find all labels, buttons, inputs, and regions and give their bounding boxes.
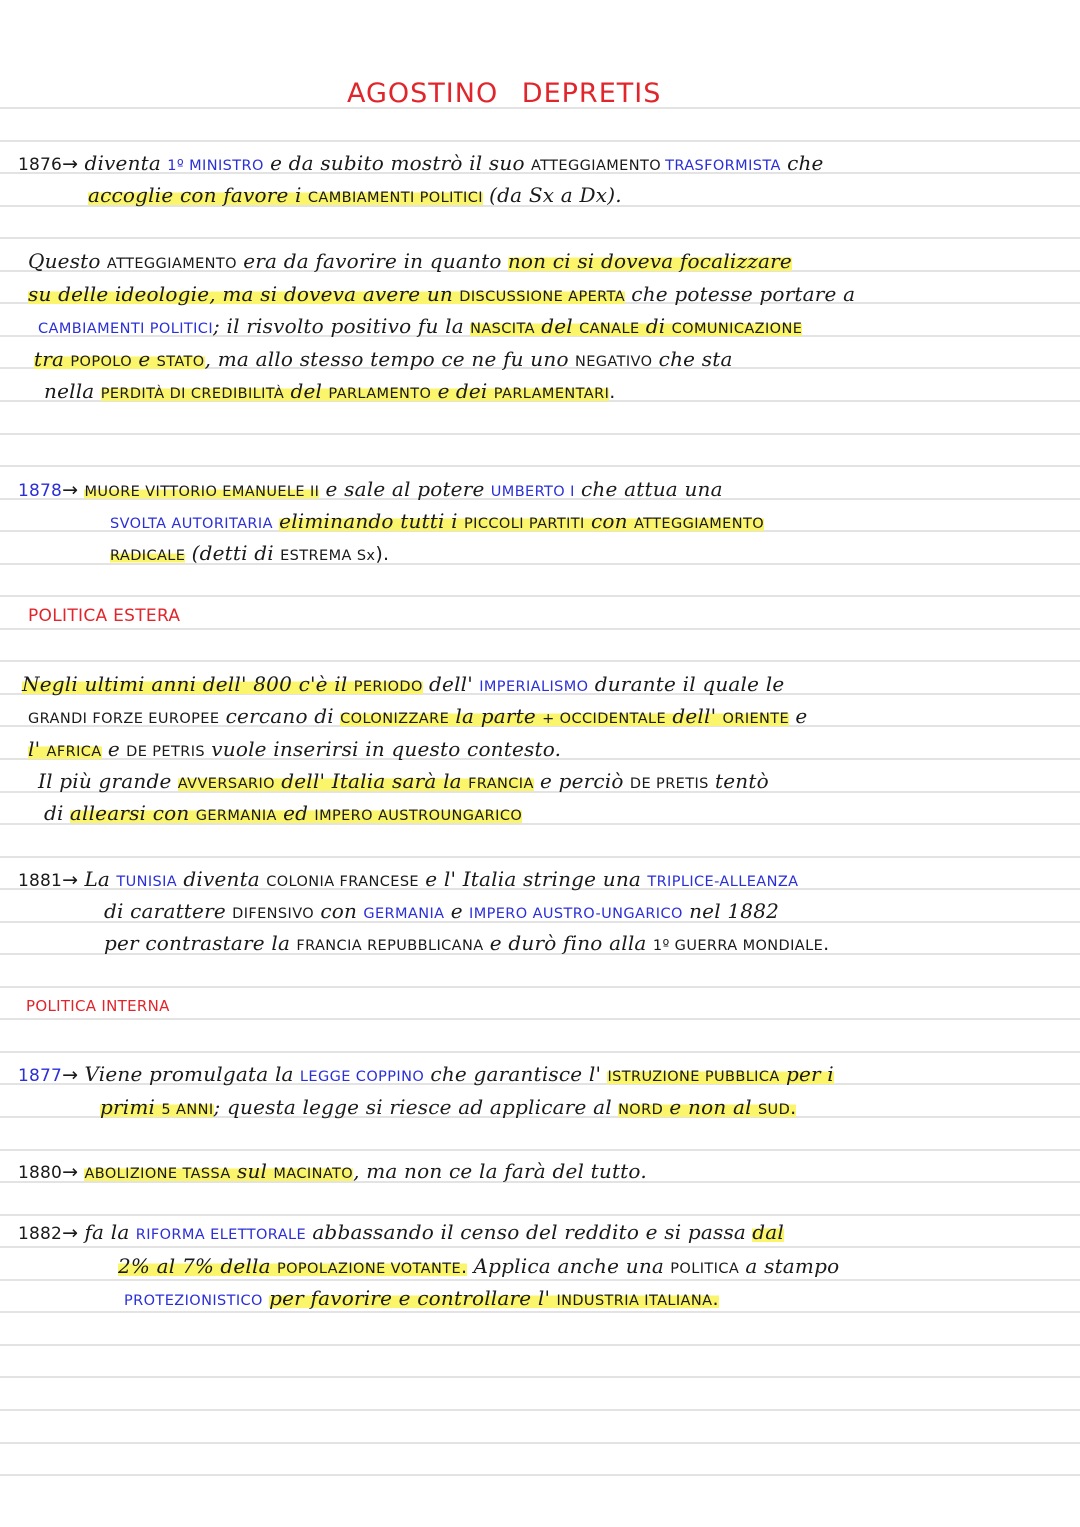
rule-line — [0, 1214, 1080, 1216]
keyword: 1º MINISTRO — [167, 158, 264, 174]
keyword: ATTEGGIAMENTO — [530, 158, 662, 174]
estera-line-5 — [44, 800, 522, 829]
entry-1881-line-2 — [104, 898, 779, 927]
estera-line-2 — [28, 703, 807, 732]
keyword: TRIPLICE-ALLEANZA — [647, 874, 799, 890]
year-1880: 1880 — [18, 1163, 63, 1183]
rule-line — [0, 1018, 1080, 1020]
rule-line — [0, 1149, 1080, 1151]
text: l' — [28, 737, 41, 761]
rule-line — [0, 1409, 1080, 1411]
keyword: STATO — [156, 354, 205, 370]
entry-1877-line-2 — [100, 1094, 796, 1123]
keyword: RIFORMA ELETTORALE — [135, 1227, 307, 1243]
text: tentò — [715, 769, 769, 793]
text: e — [138, 347, 151, 371]
keyword: POPOLO — [70, 354, 133, 370]
text: e da subito mostrò il suo — [270, 151, 525, 175]
arrow-icon: → — [62, 1161, 79, 1183]
text: a stampo — [745, 1254, 840, 1278]
text: di — [44, 801, 64, 825]
rule-line — [0, 628, 1080, 630]
highlighted-text: non ci si doveva focalizzare — [507, 249, 792, 273]
keyword: POLITICA — [670, 1261, 740, 1277]
keyword: ORIENTE — [722, 711, 790, 727]
rule-line — [0, 1376, 1080, 1378]
text: e durò fino alla — [489, 931, 647, 955]
paragraph-line-2 — [28, 281, 855, 310]
keyword: COMUNICAZIONE — [671, 321, 803, 337]
keyword: COLONIZZARE — [340, 711, 450, 727]
keyword: SUD — [757, 1102, 791, 1118]
keyword: 5 ANNI — [161, 1102, 214, 1118]
text: per favorire e controllare l' — [269, 1286, 551, 1310]
text: e — [107, 737, 120, 761]
text: del — [541, 314, 573, 338]
keyword: TRASFORMISTA — [665, 158, 781, 174]
text: allearsi con — [69, 801, 190, 825]
rule-line — [0, 1474, 1080, 1476]
keyword: COLONIA FRANCESE — [266, 874, 419, 890]
text: di carattere — [104, 899, 226, 923]
text: (da Sx a Dx). — [489, 183, 622, 207]
entry-1882-line-1 — [18, 1219, 784, 1248]
text: con — [590, 509, 628, 533]
year-1878: 1878 — [18, 481, 63, 501]
text: e — [437, 379, 450, 403]
text: sul — [236, 1159, 268, 1183]
text: Questo — [28, 249, 101, 273]
text: con — [320, 899, 358, 923]
rule-line — [0, 986, 1080, 988]
entry-1881-line-3 — [104, 930, 829, 959]
rule-line — [0, 433, 1080, 435]
keyword: DE PETRIS — [126, 744, 206, 760]
paragraph-line-1 — [28, 248, 792, 277]
keyword: MUORE VITTORIO EMANUELE II — [84, 484, 320, 500]
keyword: NASCITA — [470, 321, 535, 337]
text: Viene promulgata la — [84, 1062, 294, 1086]
keyword: 1º GUERRA MONDIALE — [652, 938, 824, 954]
keyword: PICCOLI PARTITI — [464, 516, 585, 532]
keyword: CAMBIAMENTI POLITICI — [307, 190, 483, 206]
text: e — [795, 704, 808, 728]
keyword: PARLAMENTARI — [493, 386, 610, 402]
text: , ma allo stesso tempo ce ne fu uno — [204, 347, 569, 371]
text: fa la — [84, 1220, 130, 1244]
keyword: RADICALE — [110, 548, 186, 564]
text: su delle ideologie, ma si doveva avere un — [28, 282, 453, 306]
text: e sale al potere — [325, 477, 485, 501]
section-heading-politica-estera: POLITICA ESTERA — [28, 606, 181, 626]
text: per contrastare la — [104, 931, 291, 955]
year-1882: 1882 — [18, 1224, 63, 1244]
keyword: AVVERSARIO — [177, 776, 275, 792]
keyword: CANALE — [579, 321, 640, 337]
text: , ma non ce la farà del tutto. — [353, 1159, 647, 1183]
text: che attua una — [581, 477, 723, 501]
text: e perciò — [540, 769, 624, 793]
text: diventa — [183, 867, 260, 891]
text: nel 1882 — [689, 899, 780, 923]
text: era da favorire in quanto — [243, 249, 502, 273]
text: per i — [785, 1062, 834, 1086]
text: accoglie con favore i — [88, 183, 302, 207]
keyword: NORD — [618, 1102, 664, 1118]
keyword: TUNISIA — [116, 874, 178, 890]
arrow-icon: → — [62, 153, 79, 175]
rule-line — [0, 595, 1080, 597]
text: 2% al 7% — [118, 1254, 215, 1278]
keyword: PARLAMENTO — [328, 386, 432, 402]
arrow-icon: → — [62, 1222, 79, 1244]
text: che garantisce l' — [430, 1062, 602, 1086]
paragraph-line-5 — [44, 378, 616, 407]
text: ; questa legge si riesce ad applicare al — [213, 1095, 612, 1119]
keyword: IMPERO AUSTRO-UNGARICO — [469, 906, 683, 922]
text: Applica anche una — [473, 1254, 665, 1278]
entry-1878-line-2 — [110, 508, 764, 537]
entry-1877-line-1 — [18, 1061, 834, 1090]
text: Negli ultimi anni dell' 800 c'è il — [22, 672, 348, 696]
text: cercano di — [225, 704, 334, 728]
keyword: NEGATIVO — [574, 354, 653, 370]
text: dei — [455, 379, 488, 403]
text: Il più grande — [38, 769, 172, 793]
text: primi — [100, 1095, 156, 1119]
keyword: DISCUSSIONE APERTA — [459, 289, 626, 305]
year-1881: 1881 — [18, 871, 63, 891]
text: . — [823, 933, 830, 955]
text: . — [609, 381, 616, 403]
text: ). — [375, 543, 390, 565]
text: abbassando il censo del reddito e si passa — [312, 1220, 747, 1244]
keyword: GERMANIA — [363, 906, 445, 922]
keyword: IMPERO AUSTROUNGARICO — [314, 808, 523, 824]
rule-line — [0, 140, 1080, 142]
keyword: ISTRUZIONE PUBBLICA — [607, 1069, 780, 1085]
text: della — [220, 1254, 271, 1278]
text: . — [461, 1256, 468, 1278]
estera-line-3 — [28, 736, 561, 765]
rule-line — [0, 465, 1080, 467]
keyword: POPOLAZIONE VOTANTE — [276, 1261, 462, 1277]
text: che potesse portare a — [631, 282, 856, 306]
keyword: PROTEZIONISTICO — [124, 1293, 263, 1309]
keyword: GRANDI FORZE EUROPEE — [28, 711, 220, 727]
paragraph-line-3 — [38, 313, 802, 342]
arrow-icon: → — [62, 479, 79, 501]
section-heading-politica-interna: POLITICA INTERNA — [26, 997, 170, 1015]
entry-1876-line-1 — [18, 150, 824, 179]
text: dell' — [672, 704, 717, 728]
entry-1882-line-3 — [124, 1285, 719, 1314]
rule-line — [0, 1442, 1080, 1444]
keyword: CAMBIAMENTI POLITICI — [38, 321, 214, 337]
estera-line-4 — [38, 768, 769, 797]
text: del — [290, 379, 323, 403]
paragraph-line-4 — [34, 346, 733, 375]
text: dell' — [429, 672, 473, 696]
rule-line — [0, 1051, 1080, 1053]
keyword: FRANCIA — [468, 776, 534, 792]
keyword: ESTREMA Sx — [280, 548, 376, 564]
entry-1878-line-3 — [110, 540, 389, 569]
estera-line-1 — [22, 671, 784, 700]
text: La — [84, 867, 111, 891]
arrow-icon: → — [62, 1064, 79, 1086]
text: di — [645, 314, 666, 338]
arrow-icon: → — [62, 869, 79, 891]
rule-line — [0, 1344, 1080, 1346]
page-title: AGOSTINO DEPRETIS — [347, 78, 662, 109]
keyword: PERDITÀ DI CREDIBILITÀ — [100, 386, 285, 402]
year-1877: 1877 — [18, 1066, 63, 1086]
entry-1882-line-2 — [118, 1253, 839, 1282]
text: che — [787, 151, 824, 175]
text: e l' Italia stringe una — [425, 867, 642, 891]
keyword: GERMANIA — [195, 808, 277, 824]
text: eliminando tutti i — [279, 509, 458, 533]
text: dell' Italia sarà la — [281, 769, 462, 793]
text: . — [790, 1097, 797, 1119]
keyword: PERIODO — [353, 679, 423, 695]
rule-line — [0, 237, 1080, 239]
text: la parte — [455, 704, 536, 728]
year-1876: 1876 — [18, 155, 63, 175]
keyword: DIFENSIVO — [232, 906, 315, 922]
keyword: + OCCIDENTALE — [542, 711, 667, 727]
text: nella — [44, 379, 95, 403]
text: e — [450, 899, 463, 923]
entry-1878-line-1 — [18, 476, 723, 505]
keyword: SVOLTA AUTORITARIA — [110, 516, 273, 532]
entry-1876-line-2 — [88, 182, 622, 211]
keyword: INDUSTRIA ITALIANA — [556, 1293, 713, 1309]
rule-line — [0, 856, 1080, 858]
keyword: ATTEGGIAMENTO — [106, 256, 237, 272]
highlighted-text: dal — [752, 1220, 785, 1244]
text: (detti di — [191, 541, 274, 565]
keyword: ATTEGGIAMENTO — [633, 516, 765, 532]
keyword: LEGGE COPPINO — [299, 1069, 425, 1085]
text: diventa — [84, 151, 162, 175]
keyword: FRANCIA REPUBBLICANA — [296, 938, 484, 954]
text: . — [712, 1288, 719, 1310]
text: durante il quale le — [594, 672, 785, 696]
keyword: IMPERIALISMO — [479, 679, 589, 695]
rule-line — [0, 660, 1080, 662]
keyword: ABOLIZIONE TASSA — [84, 1166, 231, 1182]
keyword: AFRICA — [46, 744, 102, 760]
text: ; il risvolto positivo fu la — [213, 314, 464, 338]
text: che sta — [658, 347, 733, 371]
entry-1881-line-1 — [18, 866, 798, 895]
text: e non al — [669, 1095, 752, 1119]
keyword: DE PRETIS — [629, 776, 709, 792]
text: tra — [34, 347, 65, 371]
keyword: MACINATO — [273, 1166, 354, 1182]
keyword: UMBERTO I — [490, 484, 575, 500]
entry-1880-line-1 — [18, 1158, 647, 1187]
text: ed — [283, 801, 309, 825]
text: vuole inserirsi in questo contesto. — [211, 737, 562, 761]
